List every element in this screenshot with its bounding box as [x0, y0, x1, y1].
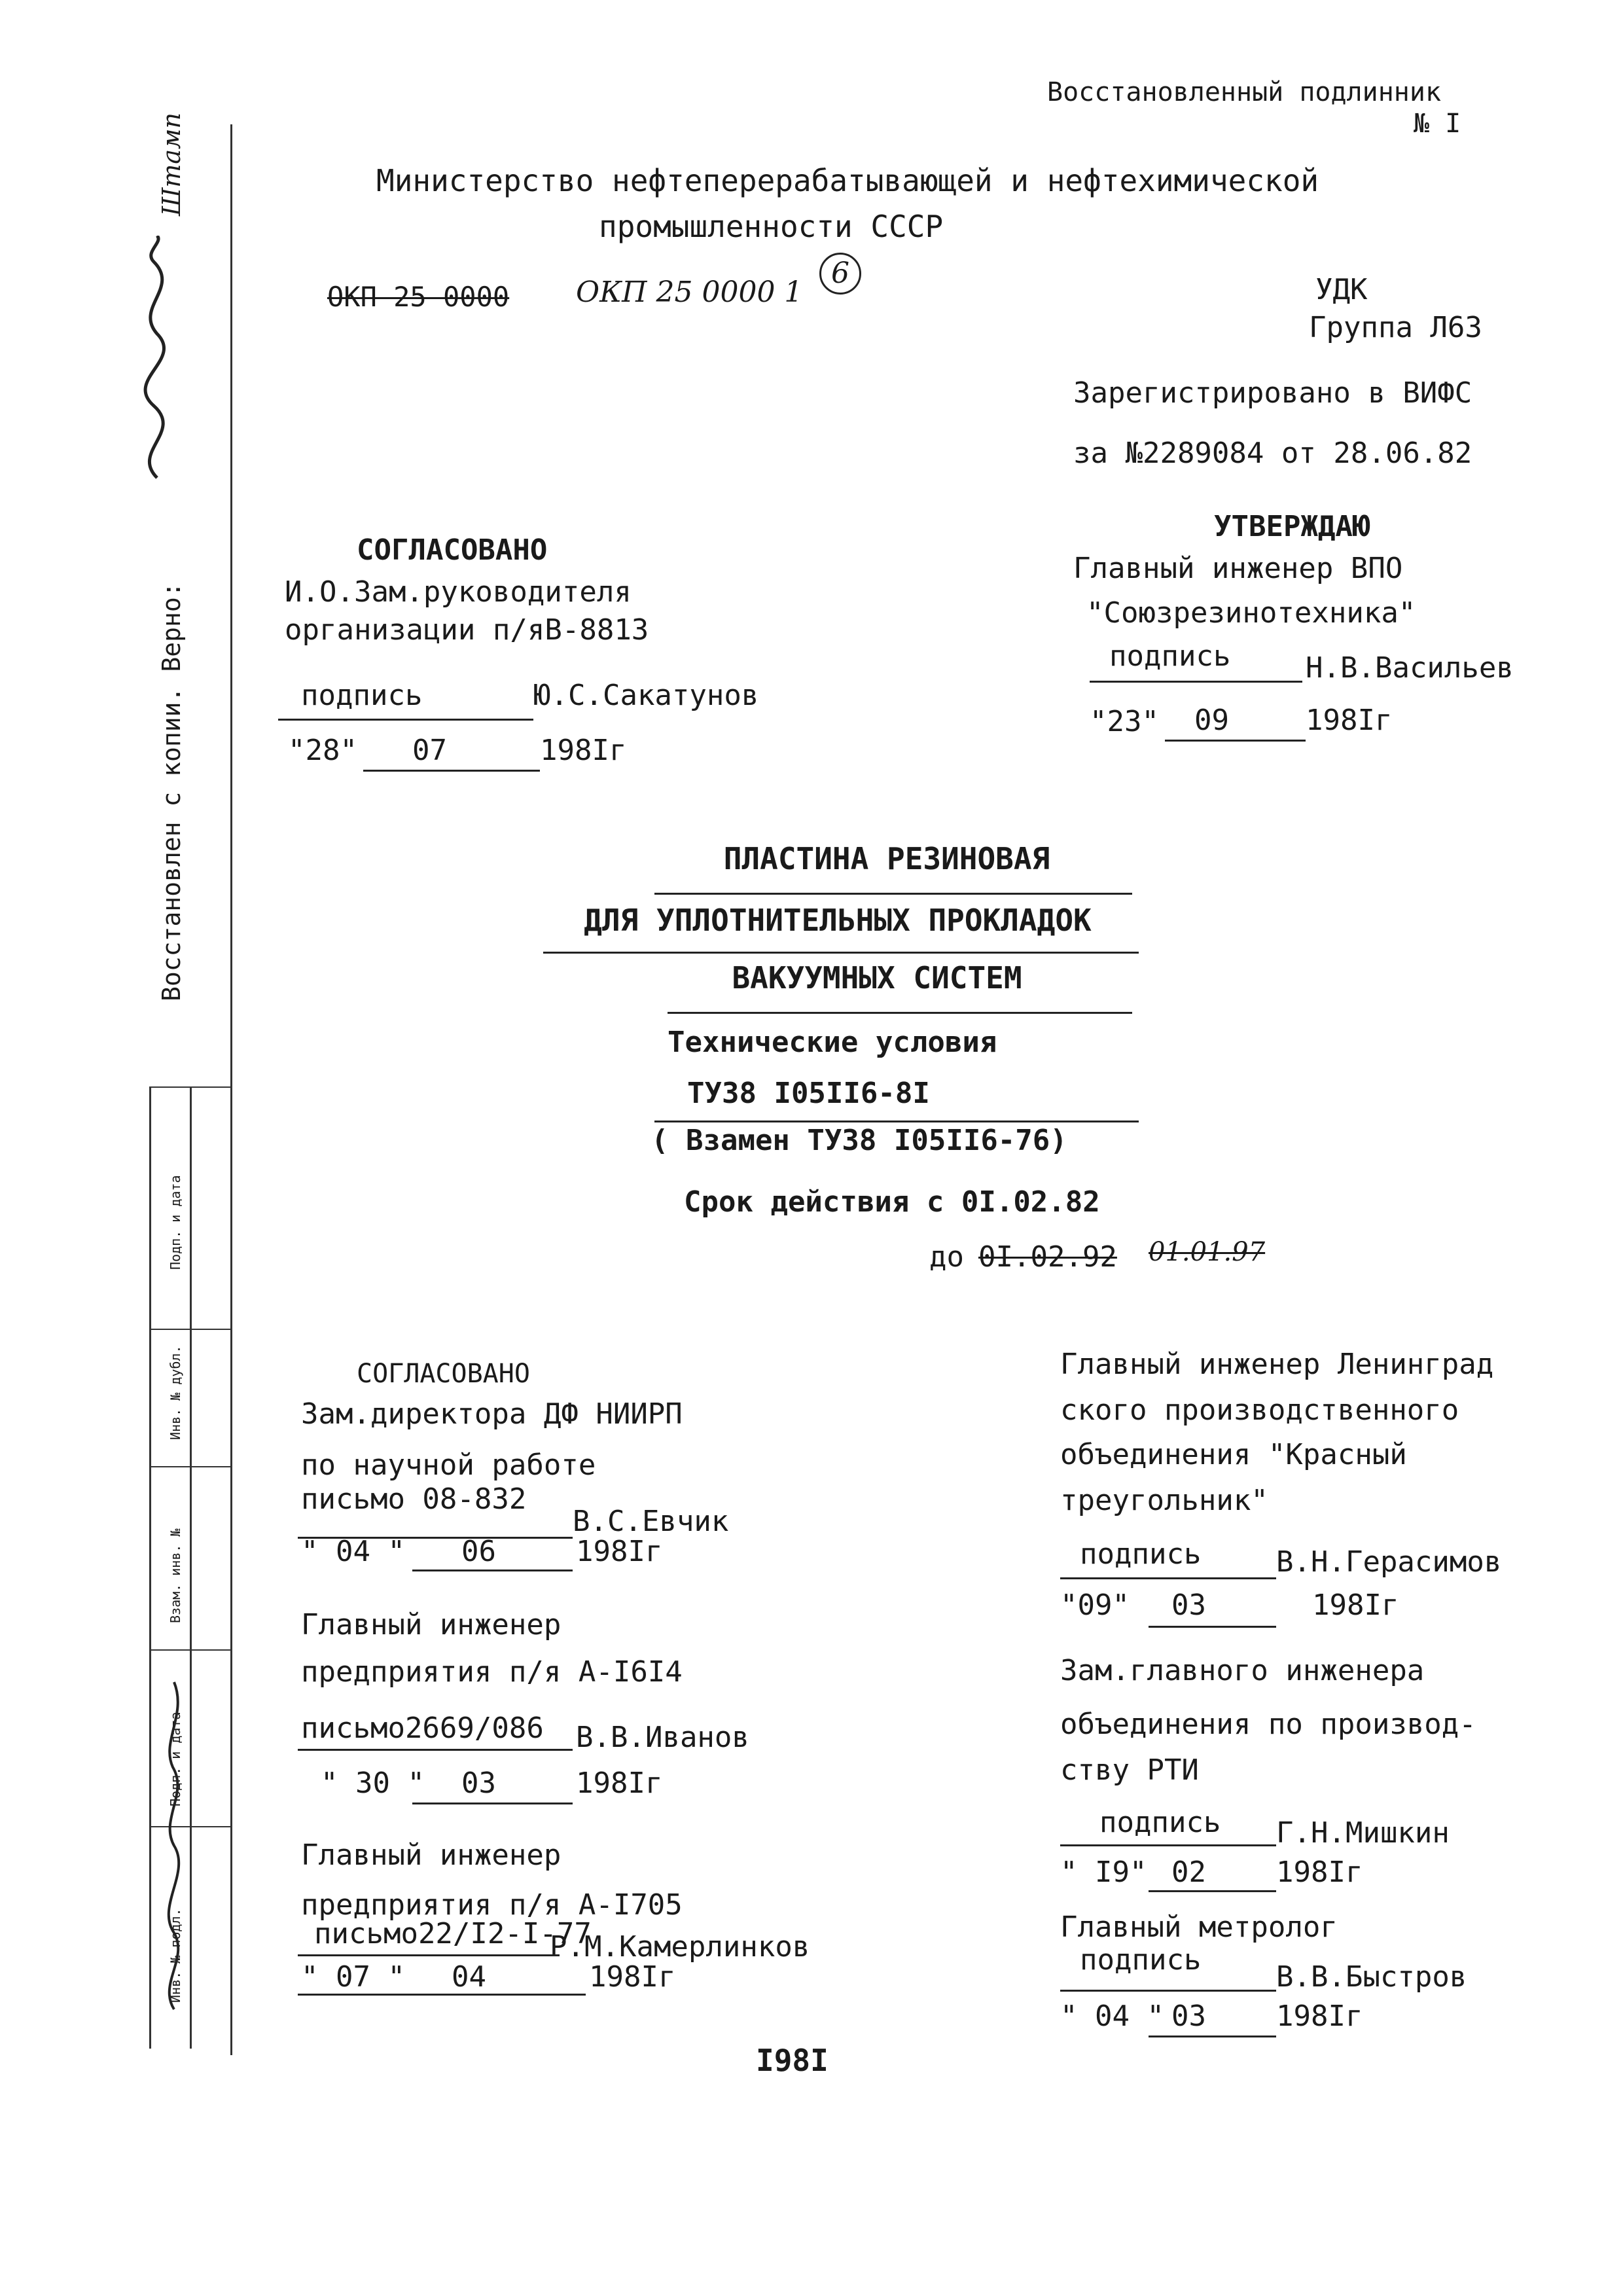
title-line3-underline [668, 1012, 1132, 1014]
approve-right-date-day: "23" [1090, 705, 1159, 738]
registration-line1: Зарегистрировано в ВИФС [1073, 376, 1472, 410]
agreed-left-name: Ю.С.Сакатунов [533, 679, 759, 712]
left-b2-date-month: 03 [461, 1767, 496, 1800]
left-b1-name: В.С.Евчик [573, 1505, 729, 1538]
agreed-left-sign-line [278, 719, 533, 721]
agreed-left-line1: И.О.Зам.руководителя [285, 575, 632, 609]
agreed-left-date-line [363, 770, 540, 772]
left-b1-date-day: " 04 " [301, 1535, 405, 1568]
left-b3-date-year: 198Iг [589, 1960, 676, 1994]
margin-table-divider-3 [149, 1466, 230, 1467]
right-b2-line1: Зам.главного инженера [1060, 1654, 1425, 1687]
right-b1-line4: треугольник" [1060, 1484, 1268, 1517]
right-b1-date-day: "09" [1060, 1588, 1130, 1622]
approve-right-date-line [1165, 740, 1306, 742]
right-b1-date-line [1149, 1626, 1276, 1628]
corner-note-line2: № I [1414, 109, 1461, 139]
left-b1-heading: СОГЛАСОВАНО [357, 1359, 530, 1389]
approve-right-date-month: 09 [1194, 704, 1229, 737]
right-b1-line2: ского производственного [1060, 1393, 1459, 1427]
agreed-heading-left: СОГЛАСОВАНО [357, 533, 548, 567]
left-b3-name: Р.М.Камерлинков [550, 1930, 810, 1964]
right-b1-line1: Главный инженер Ленинград [1060, 1348, 1494, 1381]
margin-label-dup-inv: Инв. № дубл. [168, 1345, 183, 1440]
left-b3-date-month: 04 [452, 1960, 486, 1994]
right-b2-line3: ству РТИ [1060, 1753, 1199, 1787]
right-b3-sign-line [1060, 1990, 1276, 1992]
left-b1-letter: письмо 08-832 [301, 1482, 527, 1516]
right-b2-line2: объединения по производ- [1060, 1708, 1476, 1741]
left-b2-name: В.В.Иванов [576, 1721, 749, 1754]
approve-right-date-year: 198Iг [1306, 704, 1393, 737]
okp-circle-number: 6 [819, 253, 861, 295]
left-b3-date-day: " 07 " [301, 1960, 405, 1994]
approve-right-sign-line [1090, 681, 1302, 683]
right-b3-date-year: 198Iг [1276, 2000, 1363, 2033]
margin-handwriting-icon [154, 1676, 194, 2016]
margin-table-divider-4 [149, 1649, 230, 1651]
left-b3-line2: предприятия п/я А-I705 [301, 1888, 683, 1922]
title-subtitle: Технические условия [668, 1026, 997, 1059]
right-b3-date-month: 03 [1171, 2000, 1206, 2033]
right-b3-name: В.В.Быстров [1276, 1960, 1467, 1994]
udk-label: УДК [1315, 273, 1368, 306]
right-b3-date-day: " 04 " [1060, 2000, 1164, 2033]
right-b2-date-line [1149, 1890, 1276, 1892]
agreed-left-date-day: "28" [288, 734, 357, 767]
sidebar-main-text: Восстановлен с копии. Верно: [157, 582, 186, 1001]
right-b3-date-line [1149, 2036, 1276, 2037]
okp-old: ОКП 25 0000 [327, 281, 510, 313]
agreed-left-sign-label: подпись [301, 679, 423, 712]
title-replaces: ( Взамен ТУ38 I05II6-76) [651, 1124, 1067, 1157]
right-b3-line1: Главный метролог [1060, 1910, 1338, 1944]
approve-right-line1: Главный инженер ВПО [1073, 552, 1403, 585]
left-b1-line1: Зам.директора ДФ НИИРП [301, 1397, 683, 1431]
right-b2-name: Г.Н.Мишкин [1276, 1816, 1450, 1850]
title-line2-underline [543, 952, 1139, 954]
corner-note-line1: Восстановленный подлинник [1047, 77, 1442, 107]
document-year: I98I [756, 2043, 829, 2078]
approve-right-line2: "Союзрезинотехника" [1086, 596, 1416, 630]
right-b3-sign-label: подпись [1080, 1943, 1202, 1977]
left-b2-date-day: " 30 " [321, 1767, 425, 1800]
right-b1-date-year: 198Iг [1312, 1588, 1399, 1622]
left-b1-date-line [412, 1570, 573, 1571]
agreed-left-date-month: 07 [412, 734, 447, 767]
title-tu-number: ТУ38 I05II6-8I [687, 1077, 930, 1110]
margin-label-orig-inv: Инв. № подл. [168, 1908, 183, 2003]
left-b2-letter: письмо2669/086 [301, 1712, 544, 1745]
left-b3-date-line [298, 1994, 586, 1996]
left-b1-date-year: 198Iг [576, 1535, 663, 1568]
right-b2-sign-line [1060, 1844, 1276, 1846]
title-validity-to-new: 01.01.97 [1149, 1237, 1266, 1267]
right-b2-date-month: 02 [1171, 1856, 1206, 1889]
left-b2-date-line [412, 1803, 573, 1804]
left-b1-line2: по научной работе [301, 1448, 596, 1482]
left-b3-letter: письмо22/I2-I-77 [314, 1917, 592, 1950]
ministry-line1: Министерство нефтеперерабатывающей и нефтехимической [376, 163, 1319, 198]
left-b2-sign-line [298, 1749, 573, 1751]
title-line3: ВАКУУМНЫХ СИСТЕМ [732, 960, 1022, 996]
registration-line2: за №2289084 от 28.06.82 [1073, 437, 1472, 470]
margin-table-divider-1 [149, 1086, 230, 1088]
title-line1: ПЛАСТИНА РЕЗИНОВАЯ [723, 841, 1050, 876]
right-b1-sign-label: подпись [1080, 1537, 1202, 1571]
agreed-left-date-year: 198Iг [540, 734, 627, 767]
right-b1-name: В.Н.Герасимов [1276, 1545, 1502, 1579]
left-b2-date-year: 198Iг [576, 1767, 663, 1800]
title-validity-to-prefix: до [929, 1240, 964, 1274]
approve-right-sign-label: подпись [1109, 639, 1231, 673]
margin-border-line [230, 124, 232, 2055]
approve-right-name: Н.В.Васильев [1306, 651, 1514, 685]
right-b2-date-day: " I9" [1060, 1856, 1147, 1889]
margin-label-replace-inv: Взам. инв. № [168, 1528, 183, 1623]
ministry-line2: промышленности СССР [599, 209, 944, 244]
title-validity-from: Срок действия с 0I.02.82 [684, 1185, 1100, 1219]
right-b2-date-year: 198Iг [1276, 1856, 1363, 1889]
margin-label-sign-date-1: Подп. и дата [168, 1175, 183, 1270]
right-b1-line3: объединения "Красный [1060, 1438, 1407, 1471]
agreed-left-line2: организации п/яВ-8813 [285, 613, 649, 647]
margin-table-divider-2 [149, 1329, 230, 1330]
udk-group: Группа Л63 [1309, 311, 1482, 344]
okp-new: ОКП 25 0000 1 [576, 276, 803, 309]
left-b2-line2: предприятия п/я А-I6I4 [301, 1655, 683, 1689]
title-line1-underline [654, 893, 1132, 895]
margin-table-outer-line [149, 1086, 151, 2049]
right-b2-sign-label: подпись [1099, 1806, 1221, 1839]
approve-heading-right: УТВЕРЖДАЮ [1214, 510, 1370, 543]
right-b1-sign-line [1060, 1577, 1276, 1579]
right-b1-date-month: 03 [1171, 1588, 1206, 1622]
title-validity-to-old: 0I.02.92 [978, 1240, 1117, 1274]
sidebar-stamp-text: Штамп [157, 112, 186, 216]
left-b1-date-month: 06 [461, 1535, 496, 1568]
title-line2: ДЛЯ УПЛОТНИТЕЛЬНЫХ ПРОКЛАДОК [584, 903, 1092, 938]
title-tu-underline [654, 1121, 1139, 1122]
sidebar-signature-icon [118, 236, 196, 484]
left-b3-sign-line [298, 1954, 560, 1956]
margin-label-sign-date-2: Подп. и дата [168, 1712, 183, 1806]
left-b2-line1: Главный инженер [301, 1608, 562, 1641]
left-b3-line1: Главный инженер [301, 1839, 562, 1872]
